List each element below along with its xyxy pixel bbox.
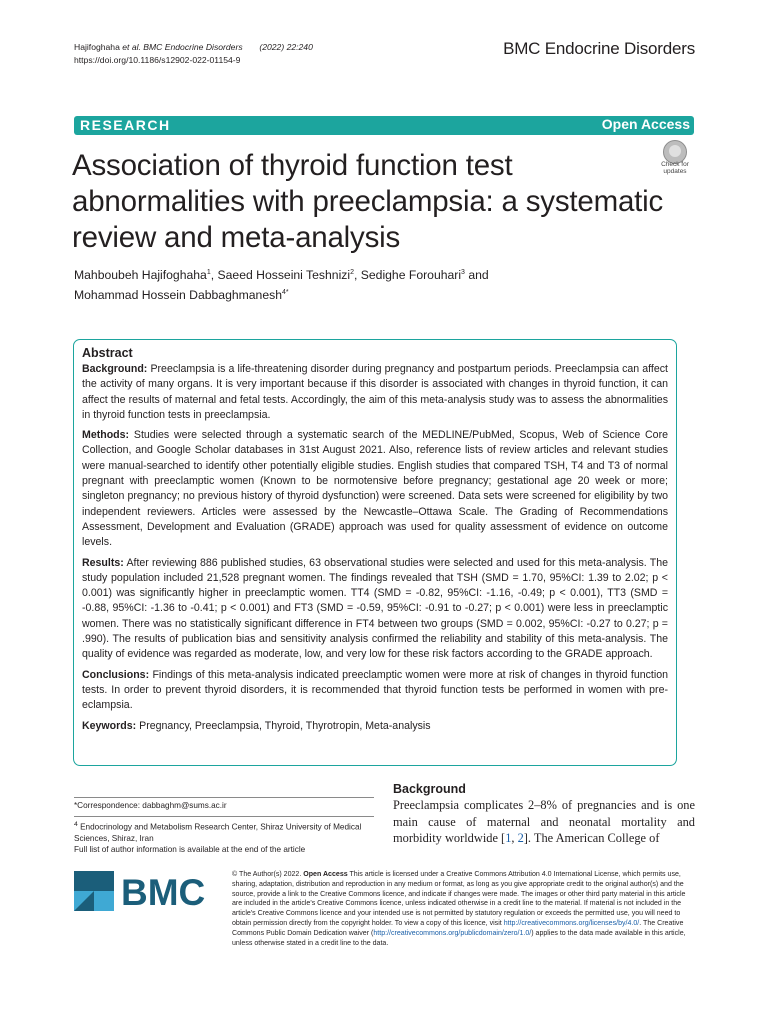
abstract-results-text: After reviewing 886 published studies, 63 observational studies were selected and used for this meta-analysis. The study population included 21,528 pregnant women. The findings revealed that TSH (SMD = 1.70, 95%CI: 1.39 to 2.02; p < 0.001) was significantly higher in preeclamptic women. TT4 (SMD = -0.82, 95%CI: -1.16, -0.49; p < 0.001), TT3 (SMD = -0.88, 95%CI: -1.36 to -0.41; p < 0.001) and FT3 (SMD = -0.59, 95%CI: -0.91 to -0.27; p < 0.001) were less in preeclamptic women. There was no statistically significant difference in FT4 between two groups (SMD = 0.002, 95%CI: -0.27 to 0.27; p = .990). The results of publication bias and sensitivity analysis confirmed the reliability and stability of this meta-analysis. The quality of evidence was regarded as moderate, low, and very low for these risk factors according to the GRADE approach. <box>82 556 669 661</box>
article-title: Association of thyroid function test abnormalities with preeclampsia: a systematic review and meta-analysis <box>72 149 664 254</box>
abstract-conclusions-label: Conclusions: <box>82 668 150 681</box>
author-separator: and <box>464 268 489 283</box>
license-body: ) applies to the data made available in this article, unless otherwise stated in a credit line to the data. <box>232 929 686 947</box>
background-heading: Background <box>393 782 466 796</box>
article-type-label: RESEARCH <box>80 117 171 133</box>
correspondence-footnote <box>74 797 374 856</box>
citation-link[interactable]: 2 <box>517 831 524 845</box>
abstract-conclusions-text: Findings of this meta-analysis indicated preeclamptic women were more at risk of changes in thyroid function tests. In order to prevent thyroid disorders, it is recommended that thyroid function tests be performed in women with pre-eclampsia. <box>82 668 668 712</box>
citation-link[interactable]: 1 <box>505 831 512 845</box>
doi-link[interactable]: https://doi.org/10.1186/s12902-022-01154-9 <box>74 55 241 65</box>
license-body: This article is licensed under a Creative Commons Attribution 4.0 International License, which permits use, sharing, adaptation, distribution and reproduction in any medium or format, as long as you give appropriate credit to the original author(s) and the source, provide a link to the Creative Commons licence, and indicate if changes were made. The images or other third party material in this article are included in the article's Creative Commons licence, unless indicated otherwise in a credit line to the material. If material is not included in the article's Creative Commons licence and your intended use is not permitted by statutory regulation or exceeds the permitted use, you will need to obtain permission directly from the copyright holder. To view a copy of this licence, visit <box>232 871 686 927</box>
footnote-divider <box>74 816 374 817</box>
abstract-keywords-label: Keywords: <box>82 719 137 732</box>
author-separator: , <box>353 268 361 283</box>
abstract-keywords-text: Pregnancy, Preeclampsia, Thyroid, Thyrotropin, Meta-analysis <box>139 719 431 732</box>
author-list <box>74 264 674 304</box>
author-affiliation: 3 <box>461 269 465 276</box>
license-body: . The Creative Commons Public Domain Dedication waiver ( <box>232 919 684 937</box>
abstract-box <box>73 339 677 766</box>
abstract-background-label: Background: <box>82 363 148 375</box>
abstract-methods-label: Methods: <box>82 429 130 442</box>
affiliation-note <box>74 819 374 845</box>
affiliation-sup: 4 <box>74 820 78 828</box>
license-link[interactable]: http://creativecommons.org/licenses/by/4.0/ <box>503 919 640 927</box>
background-text: ]. The American College of <box>523 831 660 845</box>
abstract-conclusions <box>82 668 668 714</box>
abstract-methods <box>82 428 668 550</box>
open-access-label: Open Access <box>601 116 690 132</box>
license-prefix: © The Author(s) 2022. <box>232 871 304 878</box>
abstract-methods-text: Studies were selected through a systematic search of the MEDLINE/PubMed, Scopus, Web of Science Core Collection, and Google Scholar databases in 31st August 2021. Also, reference lists of review articles and relevant studies were manual-searched to identify other potentially eligible studies. English studies that compared TSH, T4 and T3 of normal pregnant with preeclamptic women (Known to be normotensive before pregnancy; gestational age 20 week or more; singleton pregnancy; no previous history of thyroid dysfunction) were screened. Data sets were screened for eligibility by two independent reviewers. Articles were assessed by the Newcastle–Ottawa Scale. The Grading of Recommendations Assessment, Development and Evaluation (GRADE) approach was used for quality assessment of evidence on outcome levels. <box>82 429 668 549</box>
bmc-logo <box>74 871 214 911</box>
abstract-keywords <box>82 719 668 734</box>
bmc-logo-text: BMC <box>121 872 206 911</box>
license-open-access: Open Access <box>303 871 348 878</box>
journal-name: BMC Endocrine Disorders <box>503 39 695 58</box>
check-updates-line1: Check for <box>661 161 689 168</box>
author-affiliation: 1 <box>206 269 211 276</box>
background-text: Preeclampsia complicates 2–8% of pregnancies and is one main cause of maternal and neonatal mortality and morbidity worldwide [ <box>393 798 695 845</box>
affiliation-text: Endocrinology and Metabolism Research Center, Shiraz University of Medical Sciences, Shiraz, Iran <box>74 822 362 843</box>
article-meta <box>74 41 313 67</box>
license-notice <box>232 870 694 948</box>
author-separator: , <box>210 268 218 283</box>
background-paragraph <box>393 797 695 847</box>
abstract-results <box>82 556 668 663</box>
abstract-background-text: Preeclampsia is a life-threatening disorder during pregnancy and postpartum periods. Preeclampsia can affect the activity of many organs. It is very important because if this disorder is associated with changes in thyroid function, it can affect the results of maternal and fetal tests. Accordingly, the aim of this meta-analysis study was to assess the abnormalities in thyroid function tests in preeclampsia. <box>82 363 668 421</box>
public-domain-link[interactable]: http://creativecommons.org/publicdomain/zero/1.0/ <box>373 929 532 937</box>
meta-journal: et al. BMC Endocrine Disorders <box>122 42 243 52</box>
article-type-banner <box>74 116 694 135</box>
full-list-note: Full list of author information is available at the end of the article <box>74 845 306 855</box>
author-name: Sedighe Forouhari <box>360 268 462 283</box>
abstract-background <box>82 362 668 423</box>
check-updates-line2: updates <box>663 168 687 175</box>
check-for-updates-badge[interactable] <box>654 140 696 180</box>
meta-year-issue: (2022) 22:240 <box>259 42 313 52</box>
bmc-logo-graphic <box>74 871 214 911</box>
author-name: Mohammad Hossein Dabbaghmanesh <box>74 288 282 303</box>
abstract-heading: Abstract <box>82 346 133 360</box>
meta-authors: Hajifoghaha <box>74 42 120 52</box>
citation-separator: , <box>511 831 518 845</box>
author-name: Mahboubeh Hajifoghaha <box>74 268 207 283</box>
author-name: Saeed Hosseini Teshnizi <box>217 268 351 283</box>
footnote-divider <box>74 797 374 798</box>
correspondence-line: *Correspondence: dabbaghm@sums.ac.ir <box>74 801 227 810</box>
author-affiliation: 2 <box>350 269 354 276</box>
author-affiliation: 4* <box>281 289 289 297</box>
abstract-results-label: Results: <box>82 556 124 569</box>
